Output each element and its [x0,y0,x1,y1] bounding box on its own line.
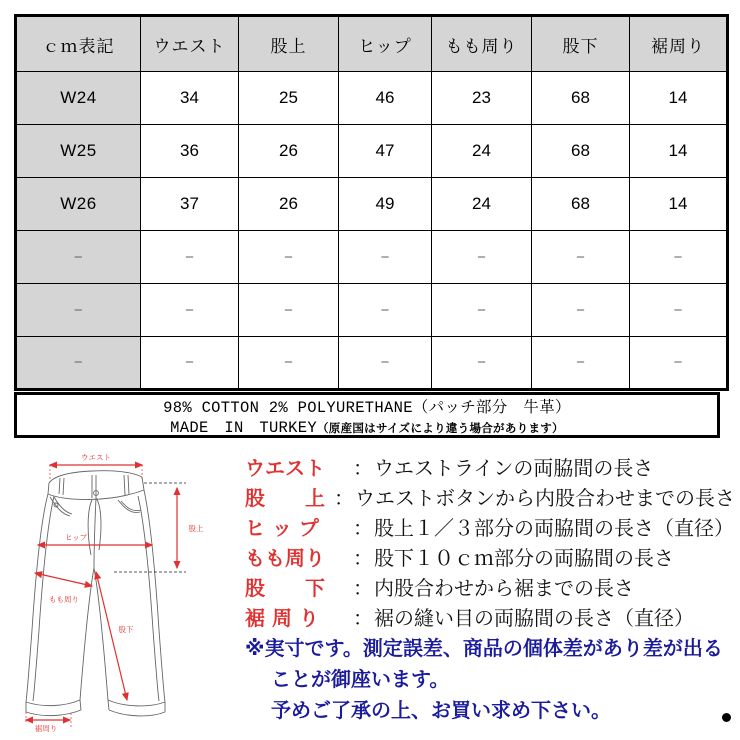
legend-colon: ： [353,546,373,570]
cell-thigh: − [432,231,532,284]
cell-hem: − [630,337,728,390]
size-chart-table [14,14,729,391]
cell-rise: 26 [239,125,339,178]
column-header-size: ｃｍ表記 [16,16,141,72]
table-header-row [16,16,728,72]
legend-term-rise: 股 上 [245,486,325,510]
cell-hip: − [339,284,432,337]
table-row [16,284,728,337]
cell-inseam: 68 [532,72,630,125]
cell-hip: 47 [339,125,432,178]
cell-waist: − [141,231,239,284]
legend-desc-hem: 裾の縫い目の両脇間の長さ（直径） [374,606,694,630]
cell-waist: 34 [141,72,239,125]
column-header-waist: ウエスト [141,16,239,72]
cell-thigh: − [432,284,532,337]
table-row [16,125,728,178]
legend-term-waist: ウエスト [245,456,325,480]
cell-inseam: 68 [532,178,630,231]
cell-hip: − [339,231,432,284]
legend-desc-inseam: 内股合わせから裾までの長さ [374,576,634,600]
legend-desc-thigh: 股下１０ｃｍ部分の両脇間の長さ [374,546,674,570]
legend-term-hem: 裾 周 り [245,606,319,630]
cell-inseam: − [532,231,630,284]
legend-desc-rise: ウエストボタンから内股合わせまでの長さ [355,486,735,510]
legend-colon: ： [353,576,373,600]
column-header-thigh: もも周り [432,16,532,72]
cell-thigh: 24 [432,125,532,178]
legend-colon: ： [353,606,373,630]
table-row [16,72,728,125]
cell-thigh: 23 [432,72,532,125]
note-line-3: 予めご了承の上、お買い求め下さい。 [271,698,611,722]
cell-inseam: − [532,284,630,337]
diagram-label-inseam: 股下 [118,625,134,634]
row-header-size: W26 [16,178,141,231]
legend-colon: ： [353,516,373,540]
measurement-legend [245,452,735,725]
cell-hem: 14 [630,178,728,231]
diagram-label-hip: ヒップ [64,533,88,542]
diagram-label-waist: ウエスト [81,453,111,462]
cell-hip: − [339,337,432,390]
thigh-dimension-line [35,573,92,604]
row-header-size: − [16,337,141,390]
size-table-container [14,14,726,391]
country-of-origin-line [17,418,717,439]
cell-rise: − [239,337,339,390]
row-header-size: − [16,231,141,284]
legend-item-hip [245,512,735,542]
cell-waist: 37 [141,178,239,231]
column-header-hip: ヒップ [339,16,432,72]
column-header-inseam: 股下 [532,16,630,72]
jeans-outline [26,471,165,716]
legend-term-inseam: 股 下 [245,576,325,600]
cell-waist: 36 [141,125,239,178]
jeans-measurement-diagram [14,450,240,735]
inseam-dimension-line [96,572,134,700]
rise-dimension-line [114,483,204,572]
cell-waist: − [141,337,239,390]
cell-rise: − [239,231,339,284]
row-header-size: W24 [16,72,141,125]
legend-item-thigh [245,542,735,572]
country-of-origin-note: （原産国はサイズにより違う場合があります） [316,423,564,435]
table-row [16,337,728,390]
diagram-label-rise: 股上 [188,524,204,533]
legend-item-inseam [245,572,735,602]
column-header-rise: 股上 [239,16,339,72]
cell-hem: − [630,284,728,337]
cell-hem: 14 [630,125,728,178]
table-row [16,178,728,231]
cell-thigh: − [432,337,532,390]
cell-inseam: − [532,337,630,390]
material-info-box [14,392,720,438]
cell-hem: 14 [630,72,728,125]
cell-hip: 49 [339,178,432,231]
cell-inseam: 68 [532,125,630,178]
cell-thigh: 24 [432,178,532,231]
legend-term-thigh: もも周り [245,546,325,570]
cell-waist: − [141,284,239,337]
row-header-size: W25 [16,125,141,178]
cell-hip: 46 [339,72,432,125]
country-of-origin-text: MADE IN TURKEY [170,419,317,437]
legend-term-hip: ヒ ッ プ [245,516,319,540]
legend-desc-hip: 股上１／３部分の両脇間の長さ（直径） [374,516,734,540]
legend-colon: ： [353,456,373,480]
legend-item-hem [245,602,735,632]
cell-rise: 26 [239,178,339,231]
material-composition-text: 98% COTTON 2% POLYURETHANE（パッチ部分 牛革） [163,399,571,417]
table-row [16,231,728,284]
cell-rise: − [239,284,339,337]
cell-hem: − [630,231,728,284]
column-header-hem: 裾周り [630,16,728,72]
row-header-size: − [16,284,141,337]
hem-dimension-line [26,712,71,733]
legend-item-rise [245,482,735,512]
legend-item-waist [245,452,735,482]
note-line-2: ことが御座います。 [271,667,450,691]
corner-dot-marker [722,713,731,722]
diagram-label-hem: 裾周り [34,724,58,733]
cell-rise: 25 [239,72,339,125]
diagram-label-thigh: もも周り [49,595,79,604]
legend-desc-waist: ウエストラインの両脇間の長さ [374,456,654,480]
legend-colon: ： [334,486,354,510]
note-line-1: ※実寸です。測定誤差、商品の個体差があり差が出る [245,636,723,660]
